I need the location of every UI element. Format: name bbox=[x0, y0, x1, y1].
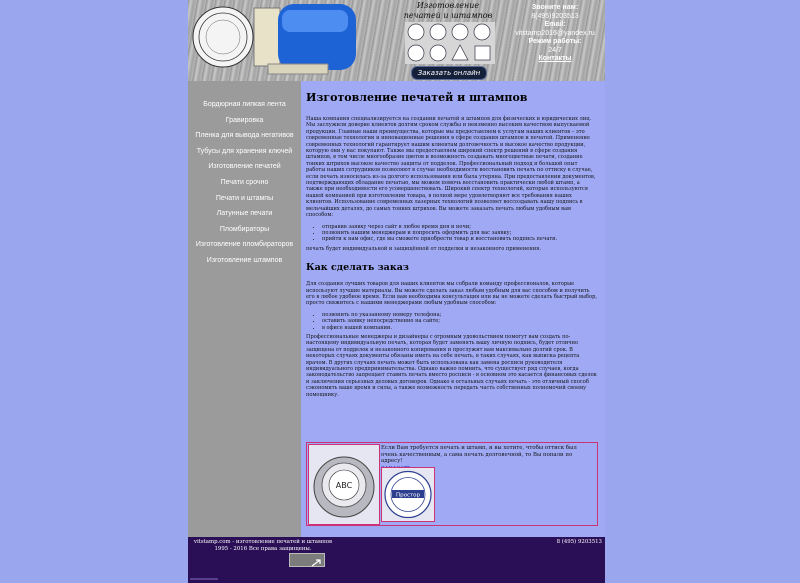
contacts-link[interactable]: Контакты bbox=[538, 55, 572, 62]
contact-ways-list bbox=[306, 312, 598, 331]
order-online-button[interactable]: Заказать онлайн bbox=[411, 66, 487, 80]
footer-line1: vitstamp.com - изготовление печатей и штампов bbox=[193, 539, 333, 545]
header-phone: 8(495)9203513 bbox=[531, 12, 579, 20]
page-title: Изготовление печатей и штампов bbox=[306, 91, 528, 104]
site-footer bbox=[188, 537, 605, 583]
after-list-text: печать будет индивидуальной и защищённой от подделки и незаконного применения. bbox=[306, 245, 541, 252]
header-title: Изготовление печатей и штампов bbox=[403, 1, 493, 20]
visit-counter-badge[interactable] bbox=[289, 553, 325, 567]
stamp-samples-image bbox=[405, 22, 495, 64]
sidebar-nav bbox=[188, 97, 301, 269]
sidebar-item-brass-stamps[interactable]: Латунные печати bbox=[216, 210, 273, 218]
sidebar-item-urgent-stamps[interactable]: Печати срочно bbox=[220, 178, 269, 186]
corner-logo-icon bbox=[188, 561, 220, 581]
page-wrapper bbox=[188, 0, 605, 583]
list-item: • оставить заявку непосредственно на сайте; bbox=[322, 318, 598, 324]
sidebar-item-stamp-making[interactable]: Изготовление печатей bbox=[208, 163, 281, 171]
list-item: • отправив заявку через сайт в любое время дня и ночи; bbox=[322, 224, 598, 230]
sidebar-item-border-tape[interactable]: Бордюрная липкая лента bbox=[203, 101, 286, 108]
call-label: Звоните нам: bbox=[531, 4, 579, 11]
site-header bbox=[188, 0, 605, 81]
sidebar-item-stamps[interactable]: Печати и штампы bbox=[215, 194, 274, 202]
counter-arrow-icon bbox=[290, 557, 324, 569]
header-contacts bbox=[506, 4, 604, 64]
footer-phone: 8 (495) 9203513 bbox=[556, 539, 602, 545]
promo-box bbox=[306, 442, 598, 526]
stamp-product-image bbox=[188, 0, 360, 81]
round-stamp-image bbox=[381, 467, 435, 522]
order-ways-list bbox=[306, 224, 598, 243]
sidebar bbox=[188, 81, 301, 537]
hours-label: Режим работы: bbox=[528, 38, 582, 45]
list-item: • позвонить по указанному номеру телефона; bbox=[322, 312, 598, 318]
sidebar-item-key-tubes[interactable]: Тубусы для хранения ключей bbox=[196, 147, 293, 155]
footer-copyright bbox=[188, 539, 338, 552]
main-content bbox=[301, 81, 605, 537]
sidebar-item-engraving[interactable]: Гравировка bbox=[225, 116, 264, 124]
stamp-photo bbox=[308, 444, 380, 525]
promo-text: Если Вам требуется печать и штамп, и вы хотите, чтобы оттиск был очень качественным, а сама печать долговечной, то Вы попали по адресу! bbox=[381, 445, 577, 465]
closing-text: Профессиональные менеджеры и дизайнеры с огромным удовольствием помогут вам создать по-настоящему индивидуальную печать, которая будет заменять вашу личную подпись, будет отлично защищена от подделок и незаконного копирования и прослужит вам максимально долгий срок. В некоторых случаях документы обязаны иметь на себе печать, в таких случаях, как выписка рецепта врачом. В других случаях печать может быть использована как замена росписи руководителя индивидуального предпринимательства. Однако важно помнить, что существует ряд случаев, когда законодательство запрещает ставить печать вместо росписи - в основном это касается финансовых сделок и заключения серьезных деловых договоров. Однако в остальных случаях печать - это отличный способ сэкономить ваше время и силы, а также возможность передать часть собственных полномочий своему помощнику. bbox=[306, 333, 597, 398]
email-label: Email: bbox=[544, 21, 566, 28]
how-to-order-heading: Как сделать заказ bbox=[306, 262, 409, 274]
list-item: • в офисе нашей компании. bbox=[322, 325, 598, 331]
list-item: • прийти к нам офис, где вы сможете приобрести товар и восстановить подпись печати. bbox=[322, 236, 598, 242]
stamp-label: ABC bbox=[335, 481, 353, 490]
seal-icon bbox=[382, 468, 434, 521]
article bbox=[306, 91, 598, 398]
intro-text: Наша компания специализируется на создании печатей и штампов для физических и юридических лиц. Мы заслужили доверие клиентов долгим сроком службы и неизменно высоким качеством выпускаемой продукции. Главные наши преимущества, которые мы предоставляем к услугам наших клиентов – это современные технологии и инновационные решения в сфере создания штампов и печатей. Применение современных технологий гарантирует нашим клиентам долговечность и высокое качество продукции, которую они у нас покупают. Также мы предоставляем широкий спектр решений в сфере создания штампов, в том числе многообразие цветов и возможность создавать многоцветные печати, создание тонких штрихов высокое качество защиты от подделок. Профессиональный подход и большой опыт работы наших сотрудников позволяют в случае необходимости восстановить печать по оттиску в случае, если печать износилась из-за долгого использования или была утеряна. При предоставлении документов, подтверждающих обладание печатью, мы можем помочь восстановить практически любой штамп, а также при необходимости его усовершенствовать. Широкий спектр технологий, которые используются нашей компанией при изготовлении товара, в полной мере удовлетворяют все требования наших клиентов. Использование современных лазерных технологий позволяет воссоздавать нашу подпись в мельчайших деталях, до самых тонких штрихов. Вы можете заказать печать любым удобным вам способом: bbox=[306, 116, 596, 219]
sidebar-item-sealer-making[interactable]: Изготовление пломбираторов bbox=[195, 241, 294, 249]
sidebar-item-stamp-production[interactable]: Изготовление штампов bbox=[206, 256, 283, 264]
seal-label: Простор bbox=[395, 492, 421, 499]
header-email: vitstamp2016@yandex.ru bbox=[515, 29, 595, 37]
list-item: • позвонить нашим менеджерам и попросить оформить для вас заявку; bbox=[322, 230, 598, 236]
sidebar-item-negative-film[interactable]: Пленка для вывода негативов bbox=[195, 132, 294, 140]
header-hours: 24/7 bbox=[548, 46, 562, 54]
sidebar-item-sealers[interactable]: Пломбираторы bbox=[219, 225, 270, 233]
self-inking-stamp-image bbox=[309, 445, 379, 524]
how-to-order-text: Для создания лучших товаров для наших клиентов мы собрали команду профессионалов, которые используют лучшие материалы. Вы можете сделать заказ любым удобным для вас способом и получить его в любое удобное время. Если вам необходима консультация или вы не можете сделать быстрый выбор, просто свяжитесь с нашими менеджерами любым удобным способом: bbox=[306, 281, 597, 307]
footer-line2: 1995 - 2016 Все права защищены. bbox=[214, 545, 312, 552]
